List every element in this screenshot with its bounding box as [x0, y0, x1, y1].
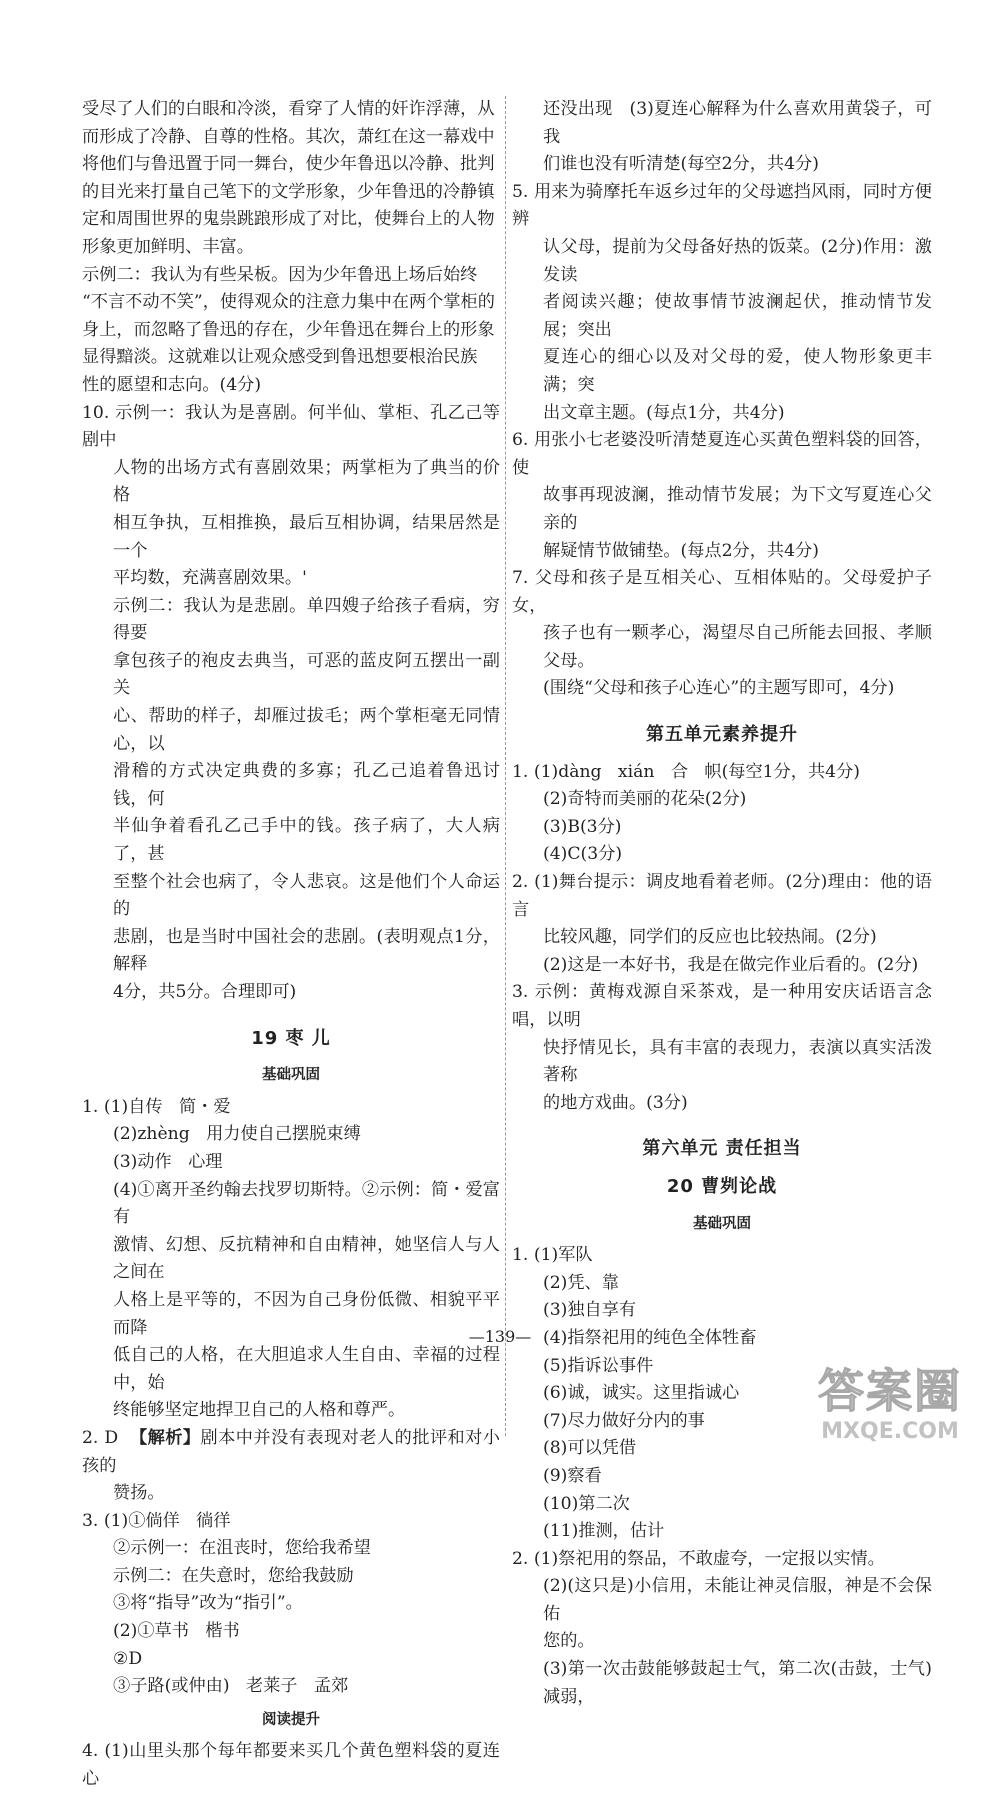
page-number: —139— [468, 1327, 532, 1346]
answer-letter: 2. D [82, 1427, 130, 1448]
question-4: 4. (1)山里头那个每年都要来买几个黄色塑料袋的夏连心 [82, 1741, 500, 1790]
text-line: 故事再现波澜，推动情节发展；为下文写夏连心父亲的 [543, 485, 932, 533]
text-line: (4)①离开圣约翰去找罗切斯特。②示例：简・爱富有 [113, 1179, 500, 1228]
text-line: (11)推测，估计 [543, 1521, 665, 1542]
question-1: 1. (1)军队 [512, 1245, 593, 1266]
text-line: 悲剧，也是当时中国社会的悲剧。(表明观点1分，解释 [113, 926, 500, 975]
lesson-20-title: 20 曹刿论战 [666, 1175, 778, 1197]
text-line: ②示例一：在沮丧时，您给我希望 [113, 1538, 371, 1559]
text-line: 夏连心的细心以及对父母的爱，使人物形象更丰满；突 [543, 347, 932, 395]
question-1: 1. (1)自传 简・爱 [82, 1096, 231, 1117]
unit-6-title: 第六单元 责任担当 [642, 1138, 802, 1160]
text-line: 至整个社会也病了，令人悲哀。这是他们个人命运的 [113, 871, 500, 920]
text-line: 定和周围世界的鬼祟跳踉形成了对比，使舞台上的人物 [82, 209, 495, 230]
text-line: 4分，共5分。合理即可) [113, 982, 297, 1002]
text-line: 受尽了人们的白眼和冷淡，看穿了人情的奸诈浮薄，从 [82, 99, 495, 119]
question-3: 3. 示例：黄梅戏源自采茶戏，是一种用安庆话语言念唱，以明 [512, 982, 932, 1030]
watermark-logo [790, 1363, 990, 1463]
text-line: 身上，而忽略了鲁迅的存在，少年鲁迅在舞台上的形象 [82, 319, 495, 340]
text-line: 平均数，充满喜剧效果。' [113, 568, 307, 589]
question-5: 5. 用来为骑摩托车返乡过年的父母遮挡风雨，同时方便辨 [512, 181, 932, 230]
text-line: 还没出现 (3)夏连心解释为什么喜欢用黄袋子，可我 [543, 99, 932, 147]
watermark-url: MXQE.COM [821, 1419, 959, 1444]
text-line: 示例二：我认为有些呆板。因为少年鲁迅上场后始终 [82, 264, 478, 285]
text-line: (2)这是一本好书，我是在做完作业后看的。(2分) [543, 954, 919, 975]
text-line: 的目光来打量自己笔下的文学形象，少年鲁迅的冷静镇 [82, 181, 495, 202]
text-line: (2)奇特而美丽的花朵(2分) [543, 789, 747, 810]
text-line: 赞扬。 [113, 1483, 165, 1504]
text-line: 认父母，提前为父母备好热的饭菜。(2分)作用：激发读 [543, 236, 932, 285]
text-line: (2)zhèng 用力使自己摆脱束缚 [113, 1124, 361, 1145]
text-line: ③子路(或仲由) 老莱子 孟郊 [113, 1676, 349, 1697]
text-line: 人格上是平等的，不因为自己身份低微、相貌平平而降 [113, 1289, 500, 1338]
column-divider [505, 96, 506, 1436]
text-line: 激情、幻想、反抗精神和自由精神，她坚信人与人之间在 [113, 1234, 500, 1283]
lesson-19-title: 19 枣 儿 [251, 1027, 331, 1049]
text-line: 者阅读兴趣；使故事情节波澜起伏，推动情节发展；突出 [543, 292, 932, 340]
text-line: 相互争执，互相推换，最后互相协调，结果居然是一个 [113, 512, 500, 561]
text-line: 您的。 [543, 1631, 595, 1652]
text-line: “不言不动不笑”，使得观众的注意力集中在两个掌柜的 [82, 292, 495, 313]
text-line: (6)诚，诚实。这里指诚心 [543, 1383, 740, 1404]
text-line: 解疑情节做铺垫。(每点2分，共4分) [543, 540, 819, 561]
text-line: (3)独自享有 [543, 1300, 637, 1321]
text-line: (3)B(3分) [543, 816, 622, 837]
section-heading-basic: 基础巩固 [693, 1215, 751, 1232]
text-line: 心、帮助的样子，却雁过拔毛；两个掌柜毫无同情心，以 [113, 706, 500, 754]
text-line: 快抒情见长，具有丰富的表现力，表演以真实活泼著称 [543, 1037, 932, 1086]
text-line: 孩子也有一颗孝心，渴望尽自己所能去回报、孝顺父母。 [543, 623, 932, 671]
question-6: 6. 用张小七老婆没听清楚夏连心买黄色塑料袋的回答，使 [512, 430, 932, 478]
text-line: (4)指祭祀用的纯色全体牲畜 [543, 1327, 757, 1348]
text-line: 示例二：在失意时，您给我鼓励 [113, 1565, 354, 1586]
right-column [512, 96, 932, 1711]
text-line: 拿包孩子的袍皮去典当，可恶的蓝皮阿五摆出一副关 [113, 650, 500, 699]
text-line: ③将“指导”改为“指引”。 [113, 1593, 303, 1614]
text-line: 出文章主题。(每点1分，共4分) [543, 402, 785, 423]
text-line: (2)①草书 楷书 [113, 1621, 240, 1642]
text-line: (4)C(3分) [543, 844, 623, 865]
left-column [82, 96, 500, 1794]
text-line: 们谁也没有听清楚(每空2分，共4分) [543, 154, 819, 175]
text-line: (8)可以凭借 [543, 1438, 637, 1459]
text-line: (7)尽力做好分内的事 [543, 1410, 705, 1431]
question-3: 3. (1)①倘佯 徜徉 [82, 1510, 231, 1531]
text-line: 半仙争着看孔乙己手中的钱。孩子病了，大人病了，甚 [113, 816, 500, 865]
question-2 [82, 1425, 500, 1480]
text-line: 将他们与鲁迅置于同一舞台，使少年鲁迅以冷静、批判 [82, 154, 495, 175]
question-10: 10. 示例一：我认为是喜剧。何半仙、掌柜、孔乙己等剧中 [82, 402, 500, 451]
text-line: 形象更加鲜明、丰富。 [82, 236, 254, 257]
text-line: (围绕“父母和孩子心连心”的主题写即可，4分) [543, 678, 895, 699]
text-line: 示例二：我认为是悲剧。单四嫂子给孩子看病，穷得要 [113, 595, 500, 644]
section-heading-basic: 基础巩固 [262, 1067, 320, 1084]
text-line: 低自己的人格，在大胆追求人生自由、幸福的过程中，始 [113, 1345, 500, 1393]
question-1: 1. (1)dàng xián 合 帜(每空1分，共4分) [512, 761, 860, 782]
text-line: 的地方戏曲。(3分) [543, 1092, 688, 1113]
text-line: 人物的出场方式有喜剧效果；两掌柜为了典当的价格 [113, 457, 500, 506]
unit-5-title: 第五单元素养提升 [646, 724, 798, 746]
text-line: ②D [113, 1648, 143, 1669]
question-2: 2. (1)祭祀用的祭品，不敢虚夸，一定报以实情。 [512, 1548, 885, 1569]
text-line: (9)察看 [543, 1465, 602, 1486]
text-line: 而形成了冷静、自尊的性格。其次，萧红在这一幕戏中 [82, 126, 495, 147]
text-line: 显得黯淡。这就难以让观众感受到鲁迅想要根治民族 [82, 347, 478, 368]
text-line: (3)第一次击鼓能够鼓起士气，第二次(击鼓，士气)减弱， [543, 1659, 932, 1707]
text-line: (3)动作 心理 [113, 1151, 223, 1172]
text-line: (2)(这只是)小信用，未能让神灵信服，神是不会保佑 [543, 1576, 932, 1624]
section-heading-reading: 阅读提升 [262, 1711, 320, 1728]
text-line: 终能够坚定地捍卫自己的人格和尊严。 [113, 1400, 406, 1421]
text-line: 性的愿望和志向。(4分) [82, 374, 262, 395]
text-line: 比较风趣，同学们的反应也比较热闹。(2分) [543, 927, 877, 948]
text-line: 滑稽的方式决定典费的多寡；孔乙己追着鲁迅讨钱，何 [113, 761, 500, 809]
text-line: (2)凭、靠 [543, 1272, 619, 1293]
question-7: 7. 父母和孩子是互相关心、互相体贴的。父母爱护子女， [512, 568, 932, 616]
question-2: 2. (1)舞台提示：调皮地看着老师。(2分)理由：他的语言 [512, 872, 932, 920]
watermark-logo-text: 答案圈 [818, 1364, 962, 1418]
text-line: (10)第二次 [543, 1493, 630, 1514]
analysis-tag: 【解析】 [129, 1427, 201, 1448]
analysis-text: 剧本中并没有表现对老人的批评和对小孩的 [82, 1427, 500, 1476]
text-line: (5)指诉讼事件 [543, 1355, 654, 1376]
